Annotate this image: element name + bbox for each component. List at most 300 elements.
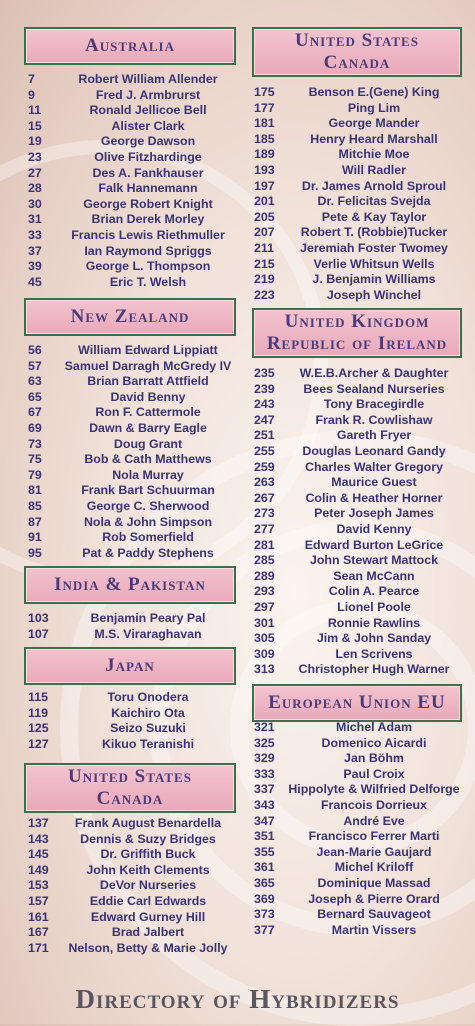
hybridizer-entry: [24, 150, 236, 166]
entry-list: [252, 720, 462, 938]
page-number: 127: [28, 736, 49, 751]
page-footer-title: Directory of Hybridizers: [75, 984, 400, 1014]
hybridizer-name: Verlie Whitsun Wells: [313, 256, 435, 271]
hybridizer-entry: [24, 452, 236, 468]
page-number: 297: [254, 599, 275, 614]
hybridizer-name: Douglas Leonard Gandy: [302, 443, 446, 458]
hybridizer-name: John Stewart Mattock: [309, 553, 439, 568]
page-number: 107: [28, 626, 49, 641]
hybridizer-entry: [252, 522, 462, 538]
hybridizer-name: M.S. Viraraghavan: [94, 626, 202, 641]
hybridizer-name: Ronald Jellicoe Bell: [89, 103, 207, 118]
hybridizer-name: Bernard Sauvageot: [317, 907, 431, 922]
hybridizer-name: Jeremiah Foster Twomey: [300, 240, 448, 255]
hybridizer-name: Rob Somerfield: [102, 530, 194, 545]
page-number: 23: [28, 149, 42, 164]
page-number: 333: [254, 766, 275, 781]
hybridizer-entry: [252, 798, 462, 814]
hybridizer-name: Nola Murray: [112, 467, 184, 482]
hybridizer-entry: [252, 272, 462, 288]
page-number: 161: [28, 909, 49, 924]
entry-list: [24, 72, 236, 290]
hybridizer-entry: [252, 600, 462, 616]
hybridizer-entry: [24, 690, 236, 706]
page-number: 365: [254, 875, 275, 890]
hybridizer-name: Joseph Winchel: [326, 287, 422, 302]
page-number: 79: [28, 467, 42, 482]
section-header-left-0: [24, 27, 236, 65]
page-number: 56: [28, 343, 42, 357]
page-number: 281: [254, 537, 275, 552]
page-number: 28: [28, 181, 42, 196]
hybridizer-entry: [24, 878, 236, 894]
page-number: 137: [28, 816, 49, 830]
page-number: 321: [254, 720, 275, 734]
page-number: 19: [28, 134, 42, 149]
page-number: 293: [254, 584, 275, 599]
page-number: 95: [28, 545, 42, 560]
page-number: 103: [28, 611, 49, 625]
page-number: 181: [254, 116, 275, 131]
page-number: 247: [254, 412, 275, 427]
page-number: 251: [254, 428, 275, 443]
page-number: 33: [28, 227, 42, 242]
page-number: 125: [28, 721, 49, 736]
hybridizer-name: Hippolyte & Wilfried Delforge: [288, 782, 460, 797]
hybridizer-name: Brad Jalbert: [111, 925, 185, 940]
page-number: 91: [28, 530, 42, 545]
hybridizer-entry: [252, 179, 462, 195]
page-number: 377: [254, 922, 275, 937]
hybridizer-name: David Benny: [110, 389, 186, 404]
entry-list: [24, 690, 236, 752]
section-header-right-1: [252, 308, 462, 358]
hybridizer-entry: [252, 288, 462, 304]
hybridizer-name: Dr. Felicitas Svejda: [317, 194, 431, 209]
entry-list: [24, 816, 236, 956]
hybridizer-entry: [24, 259, 236, 275]
page-number: 211: [254, 240, 274, 255]
hybridizer-name: Fred J. Armbrurst: [95, 87, 201, 102]
page-number: 337: [254, 782, 275, 797]
hybridizer-name: Will Radler: [342, 162, 406, 177]
hybridizer-entry: [24, 421, 236, 437]
hybridizer-entry: [252, 163, 462, 179]
page-number: 67: [28, 405, 42, 420]
hybridizer-entry: [252, 616, 462, 632]
page-number: 289: [254, 568, 275, 583]
hybridizer-entry: [252, 397, 462, 413]
section-title-line: United States: [68, 766, 192, 787]
page-number: 351: [254, 829, 275, 844]
hybridizer-entry: [24, 212, 236, 228]
hybridizer-entry: [24, 197, 236, 213]
hybridizer-name: Charles Walter Gregory: [305, 459, 443, 474]
section-title-line: New Zealand: [70, 306, 190, 327]
hybridizer-entry: [252, 860, 462, 876]
hybridizer-name: Dominique Massad: [317, 875, 431, 890]
section-header-left-3: [24, 647, 236, 685]
page-number: 63: [28, 374, 42, 389]
section-header-left-4: [24, 763, 236, 813]
page-number: 37: [28, 243, 42, 258]
page-number: 85: [28, 498, 42, 513]
hybridizer-entry: [24, 546, 236, 562]
page-number: 157: [28, 893, 49, 908]
page-number: 73: [28, 436, 42, 451]
hybridizer-entry: [252, 225, 462, 241]
hybridizer-entry: [252, 382, 462, 398]
hybridizer-entry: [252, 647, 462, 663]
page-number: 197: [254, 178, 275, 193]
page-number: 239: [254, 381, 275, 396]
page-number: 259: [254, 459, 275, 474]
hybridizer-name: Frank August Benardella: [74, 816, 222, 830]
page-number: 235: [254, 366, 275, 380]
hybridizer-entry: [24, 119, 236, 135]
page-number: 87: [28, 514, 42, 529]
page-number: 273: [254, 506, 275, 521]
hybridizer-entry: [252, 814, 462, 830]
hybridizer-entry: [252, 662, 462, 678]
section-header-right-0: [252, 27, 462, 77]
hybridizer-entry: [24, 910, 236, 926]
hybridizer-name: W.E.B.Archer & Daughter: [299, 366, 449, 380]
hybridizer-entry: [24, 103, 236, 119]
hybridizer-entry: [252, 829, 462, 845]
page-number: 309: [254, 646, 275, 661]
hybridizer-name: John Keith Clements: [86, 862, 210, 877]
page-number: 175: [254, 85, 275, 99]
page-number: 45: [28, 274, 42, 289]
page-number: 15: [28, 118, 42, 133]
hybridizer-entry: [252, 194, 462, 210]
page-number: 267: [254, 490, 275, 505]
hybridizer-name: Benson E.(Gene) King: [308, 85, 440, 99]
hybridizer-name: Henry Heard Marshall: [310, 131, 438, 146]
hybridizer-name: Kaichiro Ota: [111, 705, 185, 720]
hybridizer-entry: [252, 782, 462, 798]
hybridizer-name: Alister Clark: [111, 118, 185, 133]
hybridizer-entry: [252, 85, 462, 101]
hybridizer-name: Ian Raymond Spriggs: [84, 243, 212, 258]
hybridizer-entry: [24, 483, 236, 499]
hybridizer-entry: [252, 569, 462, 585]
hybridizer-name: Ping Lim: [347, 100, 401, 115]
hybridizer-entry: [252, 506, 462, 522]
hybridizer-entry: [252, 257, 462, 273]
hybridizer-entry: [24, 941, 236, 957]
hybridizer-entry: [24, 737, 236, 753]
hybridizer-entry: [24, 88, 236, 104]
hybridizer-name: David Kenny: [336, 521, 412, 536]
section-title-line: Canada: [323, 52, 391, 73]
page-number: 343: [254, 797, 275, 812]
section-title-line: Republic of Ireland: [266, 333, 448, 354]
hybridizer-entry: [24, 863, 236, 879]
entry-list: [252, 366, 462, 678]
page-number: 9: [28, 87, 35, 102]
hybridizer-name: George L. Thompson: [85, 259, 211, 274]
hybridizer-name: Frank R. Cowlishaw: [315, 412, 433, 427]
page-number: 185: [254, 131, 275, 146]
hybridizer-entry: [252, 892, 462, 908]
hybridizer-name: J. Benjamin Williams: [312, 272, 436, 287]
page-number: 277: [254, 521, 275, 536]
section-title-line: United Kingdom: [284, 311, 430, 332]
hybridizer-name: Colin & Heather Horner: [305, 490, 443, 505]
hybridizer-name: Benjamin Peary Pal: [90, 611, 206, 625]
section-title-line: Australia: [85, 35, 175, 56]
hybridizer-entry: [252, 845, 462, 861]
hybridizer-name: André Eve: [343, 813, 405, 828]
hybridizer-entry: [252, 147, 462, 163]
page-number: 31: [28, 212, 42, 227]
section-title-line: Japan: [105, 655, 155, 676]
page-number: 81: [28, 483, 42, 498]
hybridizer-name: Martin Vissers: [331, 922, 417, 937]
page-number: 263: [254, 475, 275, 490]
page-number: 30: [28, 196, 42, 211]
hybridizer-entry: [252, 553, 462, 569]
hybridizer-entry: [252, 751, 462, 767]
hybridizer-name: Colin A. Pearce: [328, 584, 420, 599]
hybridizer-entry: [252, 876, 462, 892]
hybridizer-name: Robert T. (Robbie)Tucker: [300, 225, 448, 240]
hybridizer-entry: [24, 405, 236, 421]
page-number: 243: [254, 397, 275, 412]
hybridizer-name: Kikuo Teranishi: [101, 736, 195, 751]
hybridizer-name: Brian Derek Morley: [91, 212, 205, 227]
hybridizer-name: Eric T. Welsh: [109, 274, 187, 289]
page-number: 305: [254, 631, 275, 646]
hybridizer-name: Pat & Paddy Stephens: [82, 545, 214, 560]
hybridizer-entry: [252, 366, 462, 382]
page-number: 301: [254, 615, 275, 630]
hybridizer-entry: [24, 627, 236, 643]
page-number: 115: [28, 690, 48, 704]
section-header-left-1: [24, 298, 236, 336]
hybridizer-entry: [24, 134, 236, 150]
page-number: 65: [28, 389, 42, 404]
page-number: 167: [28, 925, 49, 940]
hybridizer-name: Domenico Aicardi: [321, 735, 427, 750]
page-number: 153: [28, 878, 49, 893]
section-title-line: Canada: [96, 788, 164, 809]
page-number: 325: [254, 735, 275, 750]
hybridizer-entry: [24, 390, 236, 406]
page-number: 373: [254, 907, 275, 922]
page-number: 313: [254, 662, 275, 677]
hybridizer-entry: [252, 720, 462, 736]
section-title-line: United States: [295, 30, 419, 51]
hybridizer-entry: [24, 343, 236, 359]
hybridizer-entry: [24, 925, 236, 941]
hybridizer-entry: [252, 210, 462, 226]
page-number: 39: [28, 259, 42, 274]
hybridizer-name: Dawn & Barry Eagle: [89, 420, 207, 435]
hybridizer-name: Jim & John Sanday: [316, 631, 432, 646]
hybridizer-entry: [24, 228, 236, 244]
hybridizer-name: Christopher Hugh Warner: [298, 662, 450, 677]
hybridizer-entry: [252, 538, 462, 554]
hybridizer-name: Maurice Guest: [331, 475, 417, 490]
hybridizer-entry: [24, 832, 236, 848]
page-number: 193: [254, 162, 275, 177]
hybridizer-name: Bees Sealand Nurseries: [303, 381, 445, 396]
hybridizer-name: Doug Grant: [113, 436, 183, 451]
hybridizer-name: Gareth Fryer: [336, 428, 412, 443]
hybridizer-name: George Dawson: [100, 134, 196, 149]
hybridizer-name: Edward Gurney Hill: [90, 909, 206, 924]
hybridizer-name: Len Scrivens: [335, 646, 413, 661]
hybridizer-name: DeVor Nurseries: [99, 878, 197, 893]
page-number: 285: [254, 553, 275, 568]
hybridizer-name: William Edward Lippiatt: [78, 343, 218, 357]
hybridizer-entry: [252, 584, 462, 600]
hybridizer-entry: [24, 166, 236, 182]
hybridizer-name: Dennis & Suzy Bridges: [80, 831, 216, 846]
hybridizer-name: Pete & Kay Taylor: [321, 209, 427, 224]
hybridizer-entry: [252, 923, 462, 939]
hybridizer-entry: [252, 475, 462, 491]
hybridizer-name: Dr. Griffith Buck: [100, 847, 196, 862]
hybridizer-name: Ronnie Rawlins: [327, 615, 421, 630]
page-number: 145: [28, 847, 49, 862]
page-number: 119: [28, 705, 48, 720]
hybridizer-name: Des A. Fankhauser: [92, 165, 204, 180]
page-number: 223: [254, 287, 275, 302]
page-number: 7: [28, 72, 35, 86]
page-number: 27: [28, 165, 42, 180]
section-title-line: European Union EU: [268, 692, 446, 713]
page-number: 189: [254, 147, 275, 162]
hybridizer-name: Francis Lewis Riethmuller: [71, 227, 225, 242]
hybridizer-entry: [24, 816, 236, 832]
hybridizer-name: Toru Onodera: [107, 690, 189, 704]
hybridizer-entry: [24, 72, 236, 88]
page-number: 347: [254, 813, 275, 828]
hybridizer-name: Sean McCann: [333, 568, 415, 583]
hybridizer-name: Brian Barratt Attfield: [87, 374, 209, 389]
page-number: 171: [28, 940, 49, 955]
hybridizer-entry: [252, 460, 462, 476]
page-number: 143: [28, 831, 49, 846]
page-number: 149: [28, 862, 49, 877]
hybridizer-entry: [24, 515, 236, 531]
hybridizer-name: Robert William Allender: [78, 72, 218, 86]
hybridizer-entry: [252, 736, 462, 752]
hybridizer-entry: [24, 468, 236, 484]
page-number: 11: [28, 103, 42, 118]
hybridizer-entry: [252, 241, 462, 257]
entry-list: [252, 85, 462, 303]
hybridizer-name: George C. Sherwood: [86, 498, 210, 513]
page-number: 177: [254, 100, 275, 115]
hybridizer-name: Lionel Poole: [337, 599, 411, 614]
hybridizer-name: Jan Böhm: [344, 751, 404, 766]
page-number: 369: [254, 891, 275, 906]
hybridizer-name: Jean-Marie Gaujard: [316, 844, 432, 859]
hybridizer-name: Dr. James Arnold Sproul: [301, 178, 447, 193]
hybridizer-entry: [24, 894, 236, 910]
entry-list: [24, 611, 236, 642]
hybridizer-name: Falk Hannemann: [98, 181, 198, 196]
hybridizer-name: George Robert Knight: [83, 196, 213, 211]
page-number: 255: [254, 443, 275, 458]
page-number: 201: [254, 194, 275, 209]
hybridizer-entry: [24, 847, 236, 863]
hybridizer-name: Mitchie Moe: [338, 147, 410, 162]
hybridizer-entry: [24, 721, 236, 737]
section-title-line: India & Pakistan: [54, 574, 206, 595]
page-number: 75: [28, 452, 42, 467]
hybridizer-entry: [24, 530, 236, 546]
hybridizer-entry: [24, 181, 236, 197]
hybridizer-entry: [24, 437, 236, 453]
hybridizer-name: Eddie Carl Edwards: [89, 893, 207, 908]
section-header-right-2: [252, 684, 462, 722]
hybridizer-entry: [252, 428, 462, 444]
page-number: 57: [28, 358, 42, 373]
hybridizer-entry: [252, 413, 462, 429]
page-number: 215: [254, 256, 275, 271]
hybridizer-entry: [252, 767, 462, 783]
hybridizer-name: Edward Burton LeGrice: [304, 537, 444, 552]
page-number: 329: [254, 751, 275, 766]
hybridizer-name: George Mander: [328, 116, 420, 131]
hybridizer-entry: [24, 374, 236, 390]
hybridizer-name: Nelson, Betty & Marie Jolly: [68, 940, 228, 955]
hybridizer-entry: [252, 907, 462, 923]
entry-list: [24, 343, 236, 561]
hybridizer-name: Michel Adam: [336, 720, 412, 734]
hybridizer-entry: [24, 706, 236, 722]
page-number: 355: [254, 844, 275, 859]
page-number: 219: [254, 272, 275, 287]
hybridizer-entry: [24, 499, 236, 515]
hybridizer-entry: [252, 116, 462, 132]
hybridizer-name: Joseph & Pierre Orard: [308, 891, 440, 906]
hybridizer-name: Samuel Darragh McGredy IV: [64, 358, 232, 373]
page-number: 205: [254, 209, 275, 224]
section-header-left-2: [24, 566, 236, 604]
hybridizer-name: Tony Bracegirdle: [323, 397, 425, 412]
hybridizer-name: Ron F. Cattermole: [95, 405, 201, 420]
hybridizer-entry: [252, 101, 462, 117]
hybridizer-name: Michel Kriloff: [334, 860, 414, 875]
hybridizer-entry: [252, 132, 462, 148]
hybridizer-name: Olive Fitzhardinge: [94, 149, 202, 164]
hybridizer-entry: [24, 244, 236, 260]
hybridizer-name: Bob & Cath Matthews: [84, 452, 212, 467]
hybridizer-name: Peter Joseph James: [314, 506, 434, 521]
page-number: 69: [28, 420, 42, 435]
hybridizer-entry: [252, 444, 462, 460]
hybridizer-entry: [24, 275, 236, 291]
hybridizer-entry: [24, 611, 236, 627]
hybridizer-name: Seizo Suzuki: [110, 721, 186, 736]
hybridizer-entry: [24, 359, 236, 375]
hybridizer-entry: [252, 491, 462, 507]
hybridizer-name: Francois Dorrieux: [320, 797, 428, 812]
hybridizer-name: Paul Croix: [343, 766, 405, 781]
page-number: 207: [254, 225, 275, 240]
hybridizer-entry: [252, 631, 462, 647]
hybridizer-name: Francisco Ferrer Marti: [308, 829, 440, 844]
hybridizer-name: Frank Bart Schuurman: [81, 483, 215, 498]
hybridizer-name: Nola & John Simpson: [83, 514, 213, 529]
